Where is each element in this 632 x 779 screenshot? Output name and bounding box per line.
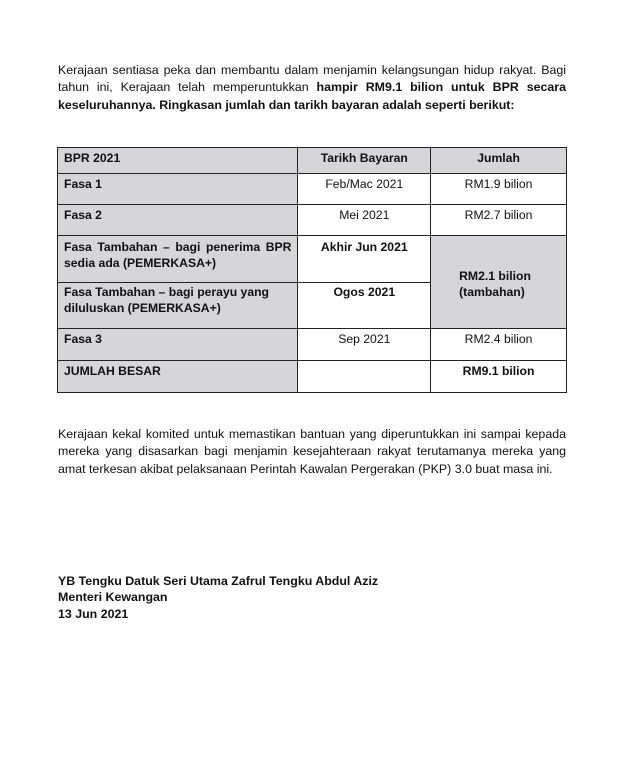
fasa-label: Fasa 2	[58, 205, 298, 236]
signatory-title: Menteri Kewangan	[58, 590, 168, 605]
jumlah-value: RM1.9 bilion	[431, 174, 567, 205]
table-row	[58, 205, 567, 236]
jumlah-value: RM2.4 bilion	[431, 329, 567, 361]
intro-paragraph	[58, 62, 566, 114]
header-jumlah: Jumlah	[431, 148, 567, 174]
table-row	[58, 174, 567, 205]
closing-paragraph: Kerajaan kekal komited untuk memastikan bantuan yang diperuntukkan ini sampai kepada mereka yang disasarkan bagi menjamin kesejahteraan rakyat terutamanya mereka yang amat terkesan akibat pelaksanaan Perintah Kawalan Pergerakan (PKP) 3.0 buat masa ini.	[58, 427, 566, 476]
tarikh-value: Sep 2021	[298, 329, 431, 361]
fasa-label: Fasa Tambahan – bagi penerima BPR sedia ada (PEMERKASA+)	[58, 236, 298, 283]
tarikh-value: Feb/Mac 2021	[298, 174, 431, 205]
table-row	[58, 236, 567, 283]
tambahan-jumlah-cell	[431, 236, 567, 329]
fasa-label: Fasa Tambahan – bagi perayu yang diluluskan (PEMERKASA+)	[58, 283, 298, 329]
fasa-label: Fasa 1	[58, 174, 298, 205]
fasa-label: Fasa 3	[58, 329, 298, 361]
tarikh-value: Mei 2021	[298, 205, 431, 236]
jumlah-value: RM2.7 bilion	[431, 205, 567, 236]
signature-date: 13 Jun 2021	[58, 606, 129, 621]
signature-block	[58, 573, 378, 622]
signatory-name: YB Tengku Datuk Seri Utama Zafrul Tengku Abdul Aziz	[58, 574, 379, 588]
header-tarikh-bayaran: Tarikh Bayaran	[298, 148, 431, 174]
tambahan-jumlah-amount: RM2.1 bilion	[459, 268, 531, 283]
tarikh-value: Akhir Jun 2021	[298, 236, 431, 283]
table-row	[58, 329, 567, 361]
intro-text: Kerajaan sentiasa peka dan membantu dalam menjamin kelangsungan hidup rakyat. Bagi tahun ini, Kerajaan telah memperuntukkan	[58, 63, 566, 95]
tambahan-jumlah-note: (tambahan)	[459, 284, 525, 299]
bpr-summary-table	[57, 147, 567, 393]
total-tarikh	[298, 361, 431, 393]
tarikh-value: Ogos 2021	[298, 283, 431, 329]
total-label: JUMLAH BESAR	[58, 361, 298, 393]
table-header-row	[58, 148, 567, 174]
table-total-row	[58, 361, 567, 393]
header-bpr-2021: BPR 2021	[58, 148, 298, 174]
intro-bold-text: hampir RM9.1 bilion untuk BPR secara keseluruhannya. Ringkasan jumlah dan tarikh bayaran adalah seperti berikut:	[58, 80, 566, 112]
total-jumlah: RM9.1 bilion	[431, 361, 567, 393]
